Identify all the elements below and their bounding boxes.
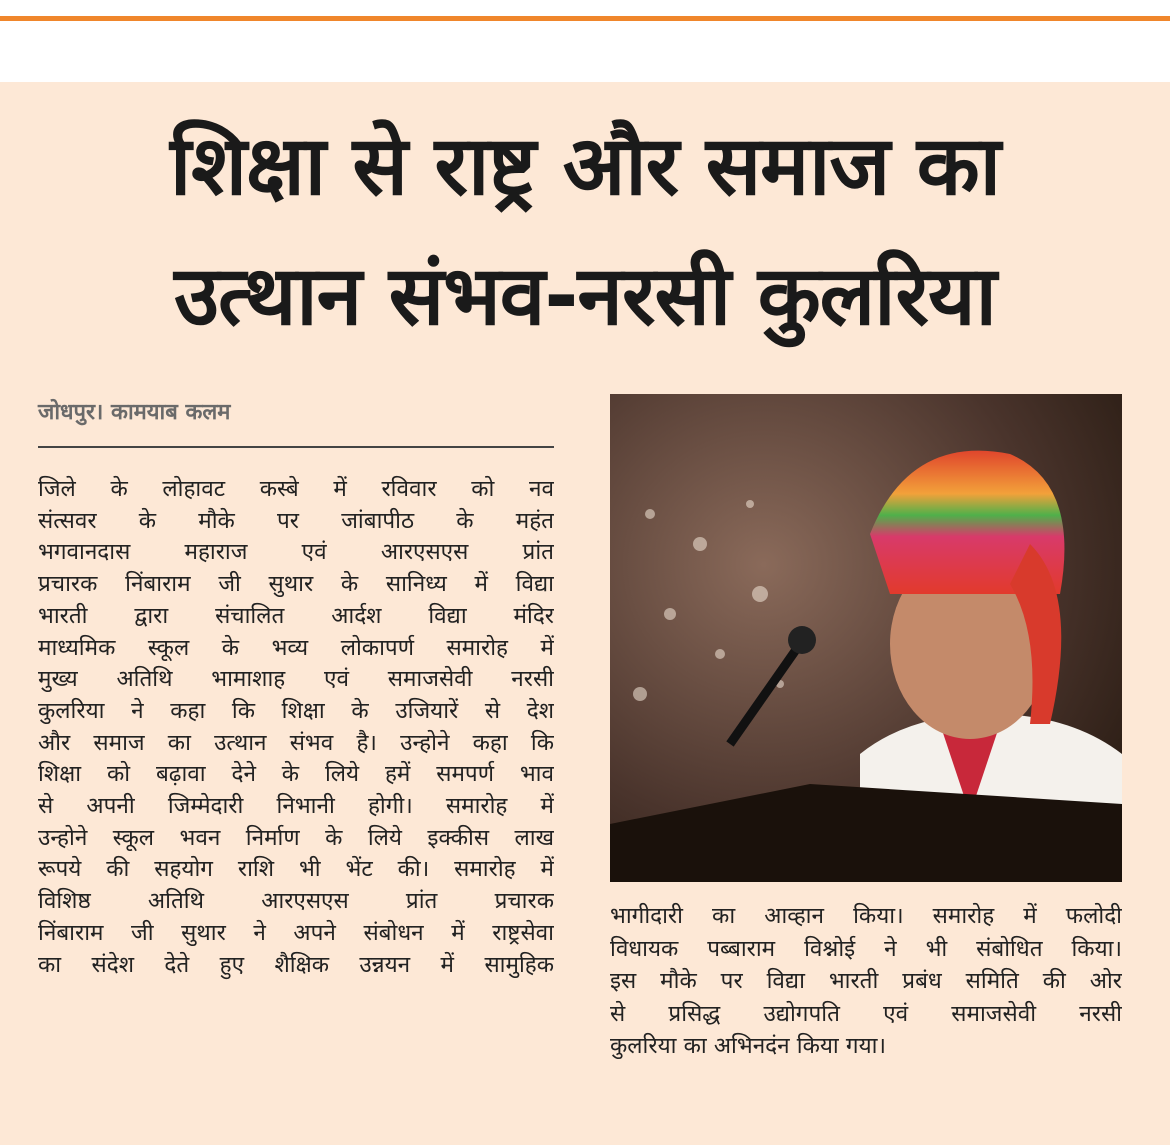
speaker-photo-illustration bbox=[610, 394, 1122, 882]
body-line: संत्सवर के मौके पर जांबापीठ के महंत bbox=[38, 507, 554, 534]
headline bbox=[0, 102, 1170, 362]
body-line: रूपये की सहयोग राशि भी भेंट की। समारोह में bbox=[38, 856, 554, 883]
speaker-photo bbox=[610, 394, 1122, 882]
body-line: विशिष्ठ अतिथि आरएसएस प्रांत प्रचारक bbox=[38, 888, 554, 915]
body-line: से अपनी जिम्मेदारी निभानी होगी। समारोह में bbox=[38, 793, 554, 820]
body-line: शिक्षा को बढ़ावा देने के लिये हमें समपर्ण भाव bbox=[38, 761, 554, 788]
body-line: प्रचारक निंबाराम जी सुथार के सानिध्य में विद्या bbox=[38, 571, 554, 598]
headline-line-1: शिक्षा से राष्ट्र और समाज का bbox=[169, 119, 1001, 214]
body-line: का संदेश देते हुए शैक्षिक उन्नयन में सामुहिक bbox=[38, 951, 554, 978]
headline-line-2: उत्थान संभव-नरसी कुलरिया bbox=[174, 249, 996, 344]
article-body-right-column bbox=[610, 900, 1122, 1063]
body-line: कुलरिया का अभिनदंन किया गया। bbox=[610, 1033, 886, 1059]
body-line: जिले के लोहावट कस्बे में रविवार को नव bbox=[38, 476, 554, 502]
top-orange-rule bbox=[0, 16, 1170, 21]
dateline: जोधपुर। कामयाब कलम bbox=[38, 400, 231, 425]
body-line: उन्होने स्कूल भवन निर्माण के लिये इक्कीस लाख bbox=[38, 824, 554, 851]
article-body-left-column bbox=[38, 474, 554, 981]
body-line: मुख्य अतिथि भामाशाह एवं समाजसेवी नरसी bbox=[38, 666, 554, 693]
body-line: विधायक पब्बाराम विश्नोई ने भी संबोधित किया। bbox=[610, 935, 1122, 962]
body-line: से प्रसिद्ध उद्योगपति एवं समाजसेवी नरसी bbox=[610, 1000, 1122, 1027]
dateline-divider bbox=[38, 446, 554, 448]
body-line: भागीदारी का आव्हान किया। समारोह में फलोदी bbox=[610, 903, 1122, 929]
body-line: भगवानदास महाराज एवं आरएसएस प्रांत bbox=[38, 539, 554, 566]
body-line: कुलरिया ने कहा कि शिक्षा के उजियारें से देश bbox=[38, 697, 554, 724]
body-line: निंबाराम जी सुथार ने अपने संबोधन में राष्ट्रसेवा bbox=[38, 919, 554, 946]
body-line: माध्यमिक स्कूल के भव्य लोकापर्ण समारोह में bbox=[38, 634, 554, 661]
news-clipping bbox=[0, 82, 1170, 1145]
body-line: इस मौके पर विद्या भारती प्रबंध समिति की ओर bbox=[610, 968, 1122, 994]
body-line: और समाज का उत्थान संभव है। उन्होने कहा कि bbox=[38, 729, 554, 756]
body-line: भारती द्वारा संचालित आर्दश विद्या मंदिर bbox=[38, 602, 554, 629]
